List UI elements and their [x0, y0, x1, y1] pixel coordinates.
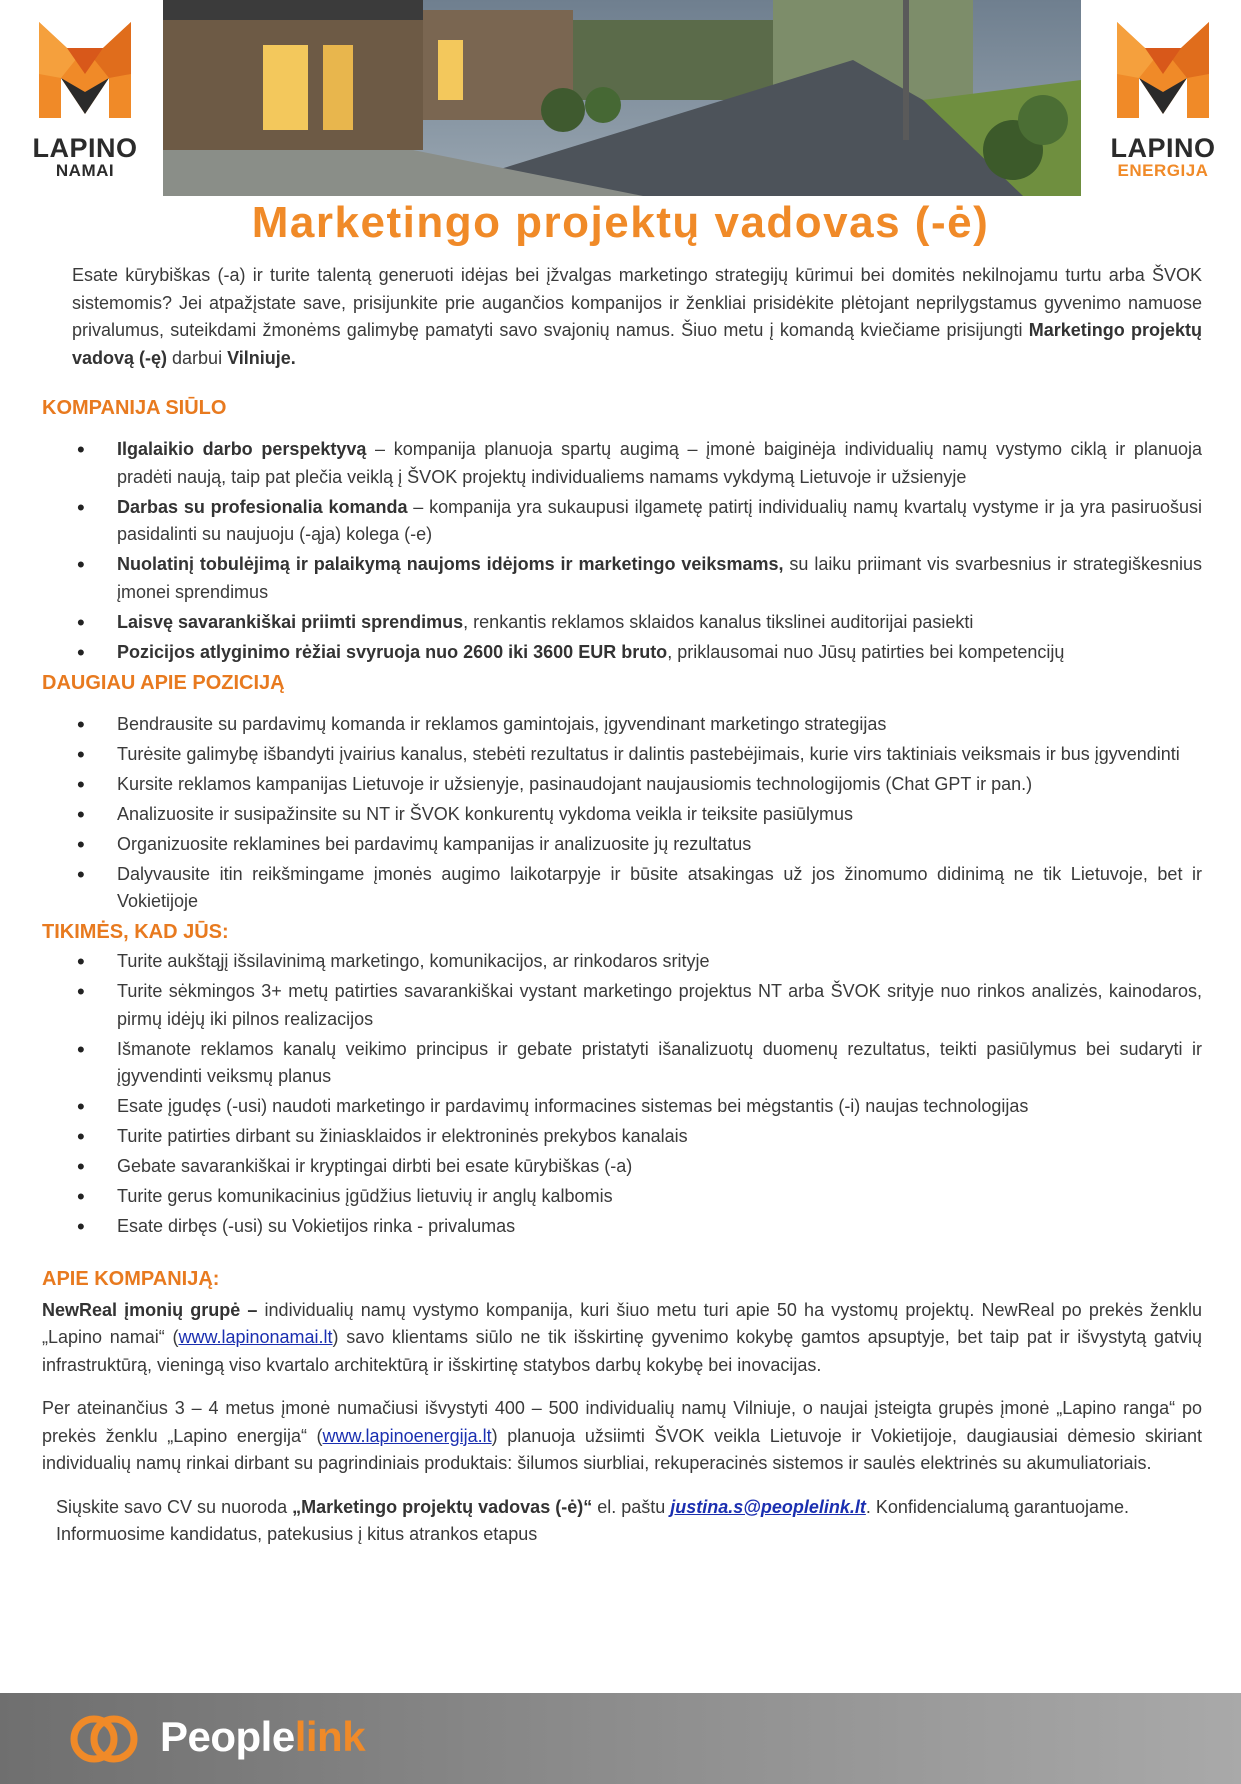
list-item: • Pozicijos atlyginimo rėžiai svyruoja nuo 2600 iki 3600 EUR bruto, priklausomai nuo Jūsų patirties bei kompetencijų — [42, 639, 1202, 667]
list-item: • Organizuosite reklamines bei pardavimų kampanijas ir analizuosite jų rezultatus — [42, 831, 1202, 859]
list-item: • Turite patirties dirbant su žiniasklaidos ir elektroninės prekybos kanalais — [42, 1123, 1202, 1151]
fox-icon — [1113, 14, 1213, 134]
lapino-energija-logo[interactable] — [1088, 8, 1238, 188]
intro-position: Marketingo projektų vadovą (-ę) — [72, 320, 1202, 368]
cv-instructions: Siųskite savo CV su nuoroda „Marketingo projektų vadovas (-ė)“ el. paštu justina.s@peoplelink.lt. Konfidencialumą garantuojame. Informuosime kandidatus, patekusius į kitus atrankos etapus — [56, 1496, 1130, 1544]
lapinoenergija-link[interactable]: www.lapinoenergija.lt — [322, 1425, 492, 1446]
list-item: • Esate dirbęs (-usi) su Vokietijos rinka - privalumas — [42, 1213, 1202, 1241]
list-item: • Nuolatinį tobulėjimą ir palaikymą naujoms idėjoms ir marketingo veiksmams, su laiku priimant vis svarbesnius ir strategiškesnius įmonei sprendimus — [42, 551, 1202, 606]
list-item: • Ilgalaikio darbo perspektyvą – kompanija planuoja spartų augimą – įmonė baiginėja individualių namų vystymo ciklą ir planuoja pradėti naują, taip pat plečia veiklą į ŠVOK projektų individualiems namams vykdymą Lietuvoje ir užsienyje — [42, 436, 1202, 491]
logo-sub: NAMAI — [55, 161, 115, 180]
lapino-namai-logo[interactable] — [10, 8, 160, 188]
section-title-about: APIE KOMPANIJĄ: — [42, 1267, 220, 1290]
about-paragraph-2: Per ateinančius 3 – 4 metus įmonė numačiusi išvystyti 400 – 500 individualių namų Vilniuje, o naujai įsteigta grupės įmonė „Lapino ranga“ po prekės ženklu „Lapino energija“ (www.lapinoenergija.lt) planuoja užsiimti ŠVOK veikla Lietuvoje ir Vokietijoje, daugiausiai dėmesio skiriant individualių namų rinkai dirbant su pagrindiniais produktais: šilumos siurbliai, rekuperacinės sistemos ir saulės elektrinės su akumuliatoriais. — [42, 1398, 1202, 1473]
offer-list — [42, 436, 1202, 666]
list-item: • Kursite reklamos kampanijas Lietuvoje ir užsienyje, pasinaudojant naujausiomis technologijomis (Chat GPT ir pan.) — [42, 771, 1202, 799]
intro-text: Esate kūrybiškas (-a) ir turite talentą generuoti idėjas bei įžvalgas marketingo strategijų kūrimui bei domitės nekilnojamu turtu arba ŠVOK sistemomis? Jei atpažįstate save, prisijunkite prie augančios kompanijos ir ženkliai prisidėkite plėtojant neprilygstamus gyvenimo namuose privalumus, suteikdami žmonėms galimybę pamatyti savo svajonių namus. Šiuo metu į komandą kviečiame prisijungti — [72, 265, 1202, 340]
list-item: • Laisvę savarankiškai priimti sprendimus, renkantis reklamos sklaidos kanalus tikslinei auditorijai pasiekti — [42, 609, 1202, 637]
about-paragraph-1: NewReal įmonių grupė – individualių namų vystymo kompanija, kuri šiuo metu turi apie 50 ha vystomų projektų. NewReal po prekės ženklu „Lapino namai“ (www.lapinonamai.lt) savo klientams siūlo ne tik išskirtinę gyvenimo kokybę gamtos apsuptyje, bet taip pat ir išvystytą gatvių infrastruktūrą, vieningą viso kvartalo architektūrą ir išskirtinę statybos darbų kokybę bei inovacijas. — [42, 1299, 1202, 1375]
page-title: Marketingo projektų vadovas (-ė) — [251, 198, 990, 247]
banner-image — [163, 0, 1081, 196]
logo-name: LAPINO — [32, 133, 138, 163]
list-item: • Turite sėkmingos 3+ metų patirties savarankiškai vystant marketingo projektus NT arba ŠVOK srityje nuo rinkos analizės, kainodaros, pirmų idėjų iki pilnos realizacijos — [42, 978, 1202, 1033]
intro-text: darbui — [167, 347, 228, 368]
list-item: • Esate įgudęs (-usi) naudoti marketingo ir pardavimų informacines sistemas bei mėgstantis (-i) naujas technologijas — [42, 1093, 1202, 1121]
list-item: • Turėsite galimybę išbandyti įvairius kanalus, stebėti rezultatus ir dalintis pastebėjimais, kurie virs taktiniais veiksmais ir bus įgyvendinti — [42, 741, 1202, 769]
list-item: • Bendrausite su pardavimų komanda ir reklamos gamintojais, įgyvendinant marketingo strategijas — [42, 711, 1202, 739]
section-title-more: DAUGIAU APIE POZICIJĄ — [42, 671, 285, 694]
list-item: • Turite gerus komunikacinius įgūdžius lietuvių ir anglų kalbomis — [42, 1183, 1202, 1211]
peoplelink-brand[interactable]: Peoplelink — [160, 1713, 366, 1760]
logo-name: LAPINO — [1110, 133, 1216, 163]
content — [42, 262, 1202, 1549]
cv-line-2: Informuosime kandidatus, patekusius į kitus atrankos etapus — [56, 1524, 538, 1544]
fox-icon — [35, 14, 135, 134]
list-item: • Analizuosite ir susipažinsite su NT ir ŠVOK konkurentų vykdoma veikla ir teiksite pasiūlymus — [42, 801, 1202, 829]
peoplelink-logo-icon — [64, 1703, 144, 1775]
footer — [0, 1693, 1241, 1784]
list-item: • Darbas su profesionalia komanda – kompanija yra sukaupusi ilgametę patirtį individualių namų kvartalų vystyme ir ja yra pasiruošusi pasidalinti su naujuoju (-ąja) kolega (-e) — [42, 494, 1202, 549]
header — [0, 0, 1241, 196]
more-list — [42, 711, 1202, 916]
list-item: • Gebate savarankiškai ir kryptingai dirbti bei esate kūrybiškas (-a) — [42, 1153, 1202, 1181]
section-title-offer: KOMPANIJA SIŪLO — [42, 397, 227, 419]
intro-city: Vilniuje. — [227, 347, 296, 368]
list-item: • Išmanote reklamos kanalų veikimo principus ir gebate pristatyti išanalizuotų duomenų rezultatus, teikti pasiūlymus bei sudaryti ir įgyvendinti veiksmų planus — [42, 1036, 1202, 1091]
list-item: • Dalyvausite itin reikšmingame įmonės augimo laikotarpyje ir būsite atsakingas už jos žinomumo didinimą ne tik Lietuvoje, bet ir Vokietijoje — [42, 861, 1202, 916]
logo-sub: ENERGIJA — [1117, 161, 1209, 180]
intro-paragraph — [72, 262, 1202, 372]
email-link[interactable]: justina.s@peoplelink.lt — [670, 1496, 866, 1517]
list-item: • Turite aukštąjį išsilavinimą marketingo, komunikacijos, ar rinkodaros srityje — [42, 948, 1202, 976]
lapinonamai-link[interactable]: www.lapinonamai.lt — [178, 1327, 333, 1347]
section-title-expect: TIKIMĖS, KAD JŪS: — [42, 921, 229, 943]
expect-list — [42, 948, 1202, 1241]
